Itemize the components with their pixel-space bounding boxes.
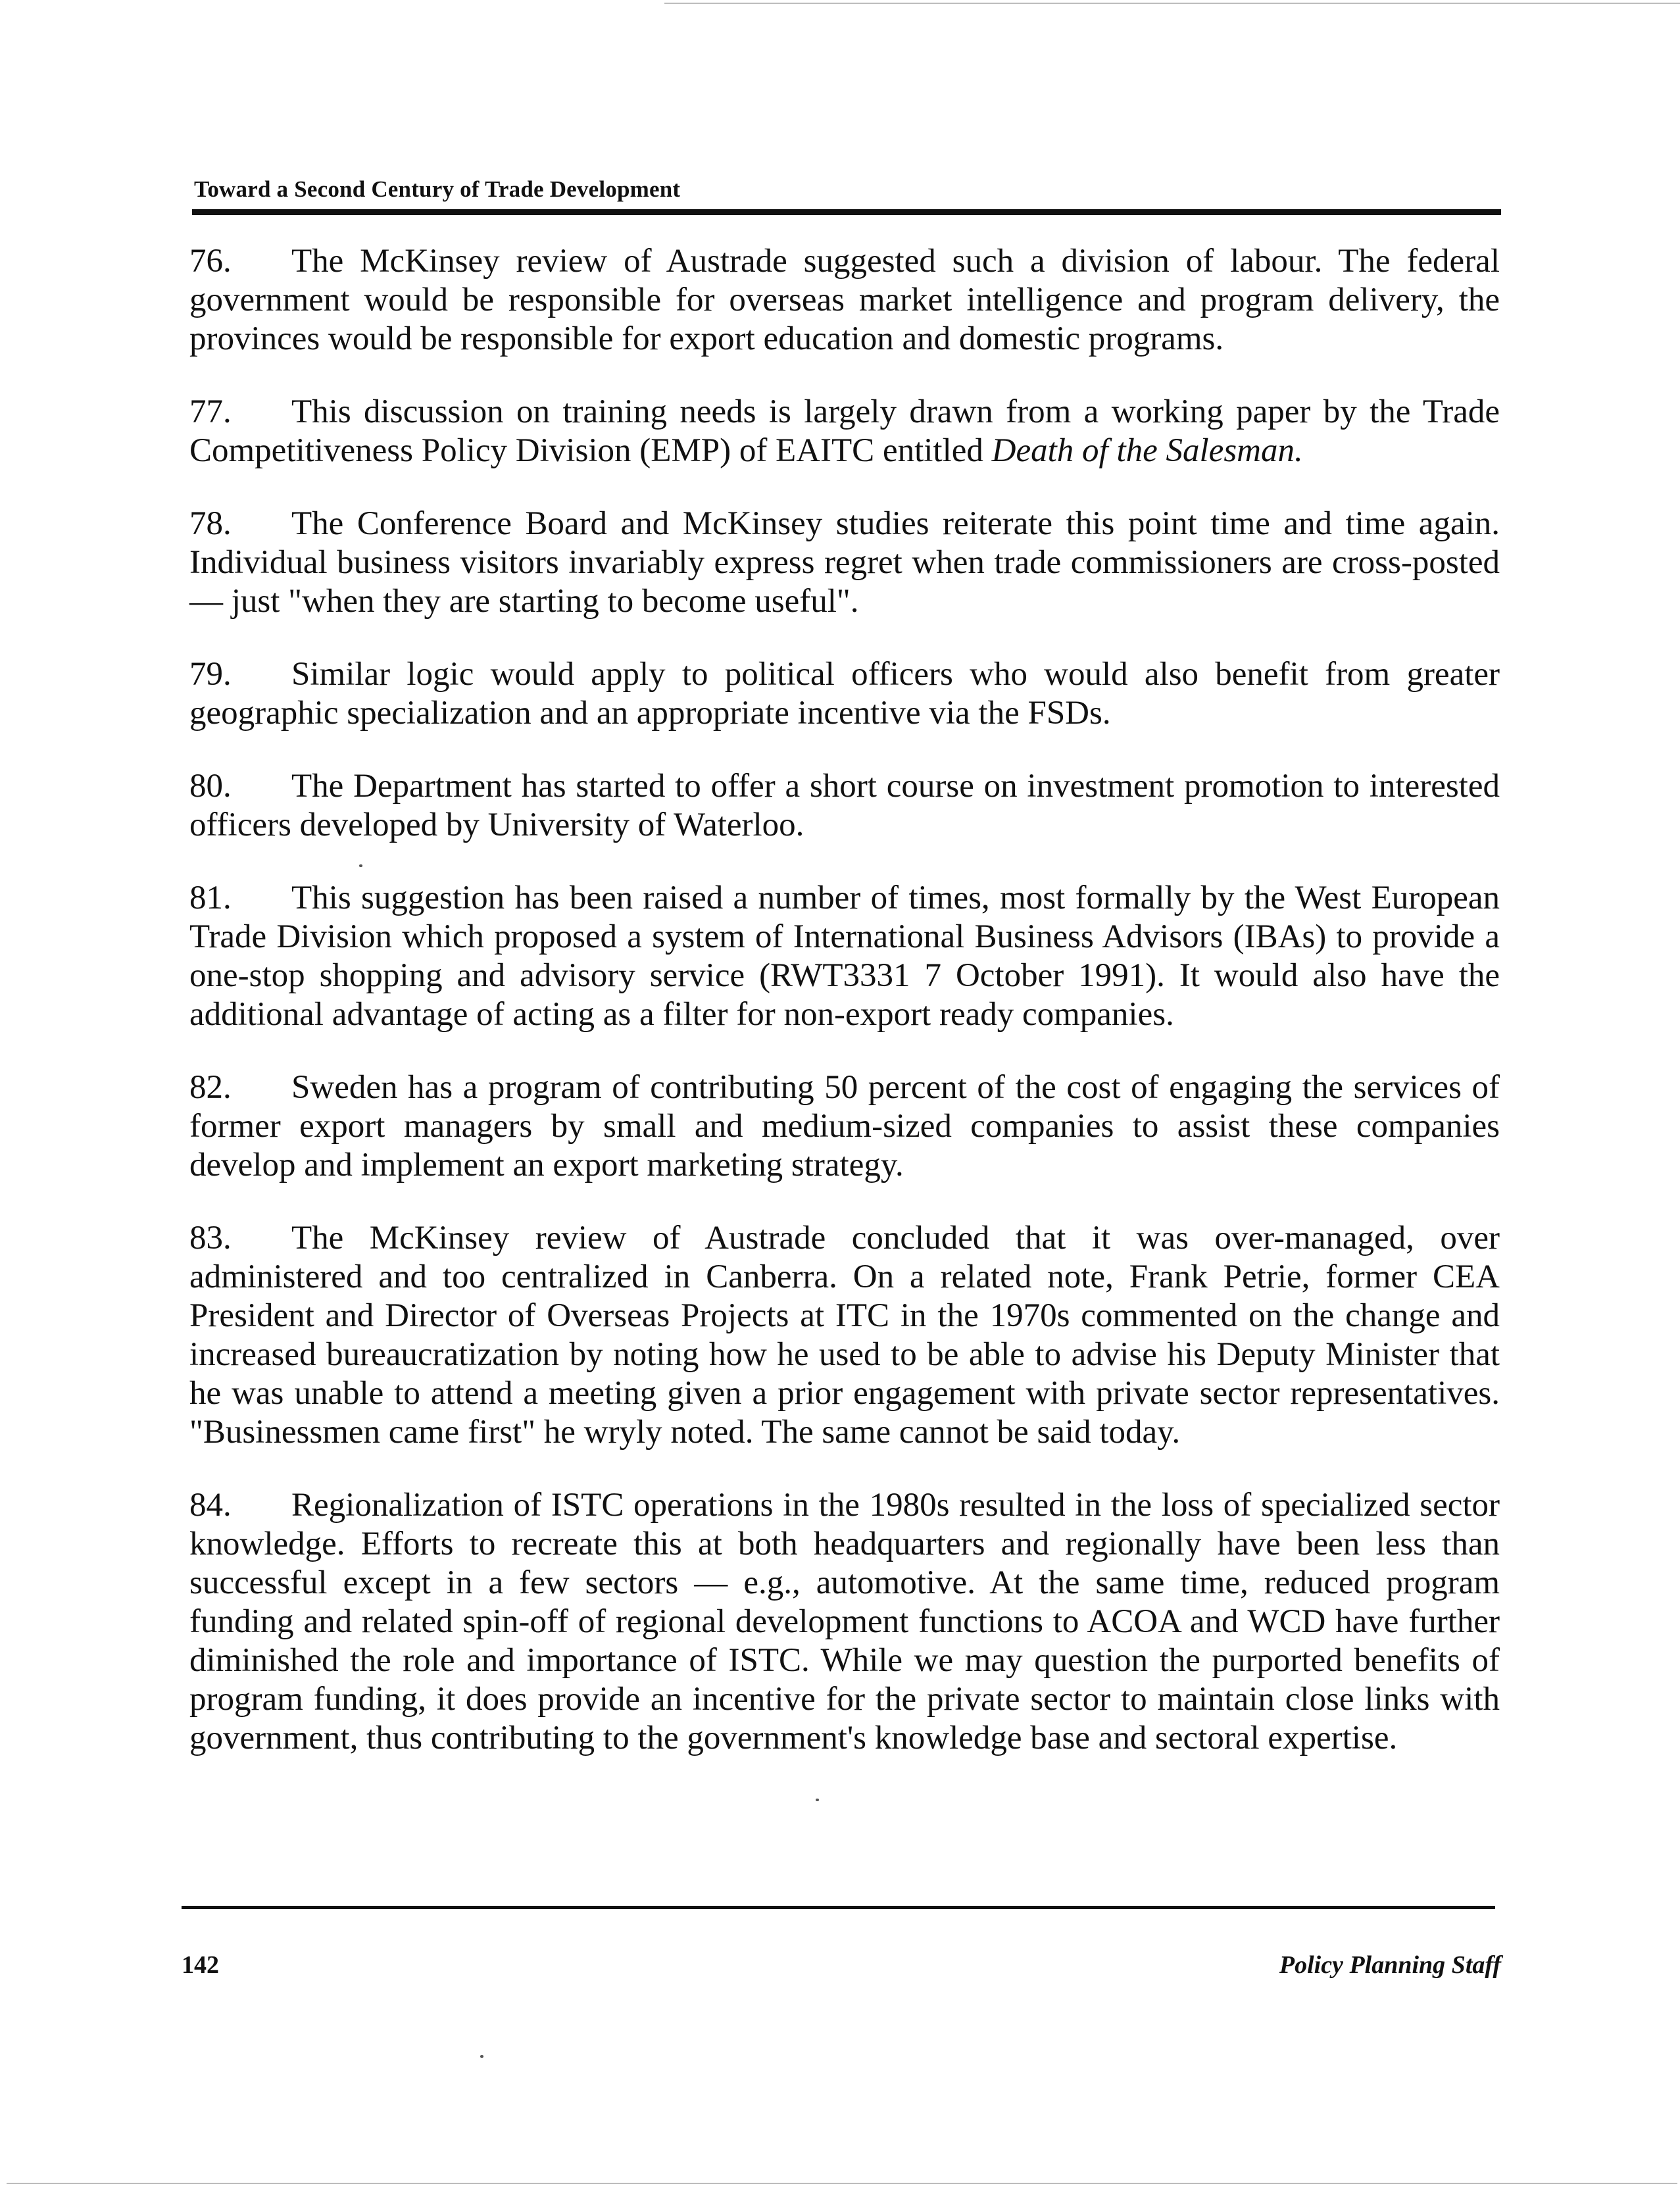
footer-publisher: Policy Planning Staff <box>1279 1951 1501 1979</box>
running-header-title: Toward a Second Century of Trade Development <box>194 176 681 202</box>
endnote-76 <box>189 242 1500 359</box>
endnote-text: The Department has started to offer a short course on investment promotion to interested officers developed by University of Waterloo. <box>189 768 1500 843</box>
endnote-number: 76. <box>189 243 232 280</box>
endnote-79 <box>189 655 1500 733</box>
endnotes-list <box>189 242 1500 1792</box>
scan-artifact-top <box>664 3 1680 4</box>
endnote-number: 78. <box>189 505 232 542</box>
endnote-text: This suggestion has been raised a number of times, most formally by the West European Trade Division which proposed a system of International Business Advisors (IBAs) to provide a one-stop shopping and advisory service (RWT3331 7 October 1991). It would also have the additional advantage of acting as a filter for non-export ready companies. <box>189 880 1500 1033</box>
endnote-text: The McKinsey review of Austrade concluded that it was over-managed, over administered and too centralized in Canberra. On a related note, Frank Petrie, former CEA President and Director of Overseas Projects at ITC in the 1970s commented on the change and increased bureaucratization by noting how he used to be able to advise his Deputy Minister that he was unable to attend a meeting given a prior engagement with private sector representatives. "Businessmen came first" he wryly noted. The same cannot be said today. <box>189 1220 1500 1451</box>
endnote-text: This discussion on training needs is largely drawn from a working paper by the Trade Competitiveness Policy Division (EMP) of EAITC entitled <box>189 393 1500 469</box>
endnote-title-italic: Death of the Salesman. <box>991 432 1303 469</box>
endnote-text: Similar logic would apply to political officers who would also benefit from greater geographic specialization and an appropriate incentive via the FSDs. <box>189 656 1500 732</box>
endnote-text: Sweden has a program of contributing 50 percent of the cost of engaging the services of former export managers by small and medium-sized companies to assist these companies develop and implement an export marketing strategy. <box>189 1069 1500 1183</box>
header-rule <box>192 209 1501 215</box>
endnote-82 <box>189 1068 1500 1185</box>
page-number: 142 <box>182 1951 219 1979</box>
endnote-text: The McKinsey review of Austrade suggested such a division of labour. The federal government would be responsible for overseas market intelligence and program delivery, the provinces would be responsible for export education and domestic programs. <box>189 243 1500 357</box>
endnote-number: 77. <box>189 393 232 430</box>
endnote-number: 80. <box>189 768 232 805</box>
footer-rule <box>182 1906 1495 1909</box>
endnote-number: 82. <box>189 1069 232 1106</box>
scan-artifact-bottom <box>7 2183 1677 2184</box>
scan-speck <box>816 1799 819 1801</box>
endnote-number: 81. <box>189 880 232 916</box>
endnote-80 <box>189 767 1500 845</box>
endnote-text: Regionalization of ISTC operations in the 1980s resulted in the loss of specialized sector knowledge. Efforts to recreate this at both headquarters and regionally have been less than successful except in a few sectors — e.g., automotive. At the same time, reduced program funding and related spin-off of regional development functions to ACOA and WCD have further diminished the role and importance of ISTC. While we may question the purported benefits of program funding, it does provide an incentive for the private sector to maintain close links with government, thus contributing to the government's knowledge base and sectoral expertise. <box>189 1487 1500 1756</box>
endnote-84 <box>189 1486 1500 1758</box>
scan-speck <box>480 2055 483 2058</box>
endnote-81 <box>189 879 1500 1034</box>
endnote-number: 79. <box>189 656 232 693</box>
endnote-83 <box>189 1219 1500 1452</box>
endnote-text: The Conference Board and McKinsey studies reiterate this point time and time again. Individual business visitors invariably express regret when trade commissioners are cross-posted — just "when they are starting to become useful". <box>189 505 1500 620</box>
scan-speck <box>359 864 362 867</box>
endnote-77 <box>189 393 1500 470</box>
endnote-number: 83. <box>189 1220 232 1257</box>
endnote-78 <box>189 505 1500 621</box>
endnote-number: 84. <box>189 1487 232 1524</box>
